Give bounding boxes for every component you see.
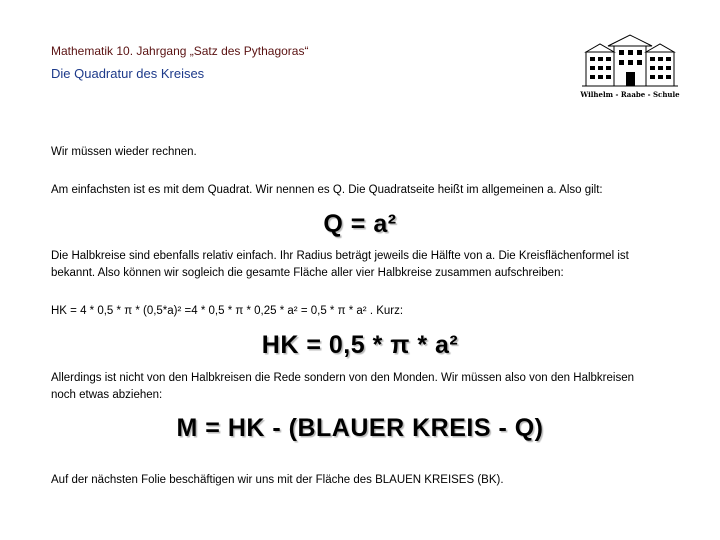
formula-moons: M = HK - (BLAUER KREIS - Q) xyxy=(176,414,544,442)
formula-semicircles: HK = 0,5 * π * a² xyxy=(261,331,459,359)
slide-title: Die Quadratur des Kreises xyxy=(51,66,205,81)
paragraph-calculation: HK = 4 * 0,5 * π * (0,5*a)² =4 * 0,5 * π * 0,25 * a² = 0,5 * π * a² . Kurz: xyxy=(51,305,404,317)
paragraph-moons: Allerdings ist nicht von den Halbkreisen die Rede sondern von den Monden. Wir müssen also von den Halbkreisen noch etwas abziehen: xyxy=(51,372,634,401)
paragraph-intro: Wir müssen wieder rechnen. xyxy=(51,146,197,158)
paragraph-semicircles: Die Halbkreise sind ebenfalls relativ einfach. Ihr Radius beträgt jeweils die Hälfte von a. Die Kreisflächenformel ist bekannt. Also können wir sogleich die gesamte Fläche aller vier Halbkreise zusammen aufschreiben: xyxy=(51,250,629,279)
formula-square: Q = a² xyxy=(323,210,397,238)
paragraph-next-slide: Auf der nächsten Folie beschäftigen wir uns mit der Fläche des BLAUEN KREISES (BK). xyxy=(51,474,504,486)
course-title: Mathematik 10. Jahrgang „Satz des Pythagoras“ xyxy=(51,44,309,58)
paragraph-square: Am einfachsten ist es mit dem Quadrat. Wir nennen es Q. Die Quadratseite heißt im allgemeinen a. Also gilt: xyxy=(51,184,603,196)
logo-caption: Wilhelm - Raabe - Schule xyxy=(580,90,680,99)
